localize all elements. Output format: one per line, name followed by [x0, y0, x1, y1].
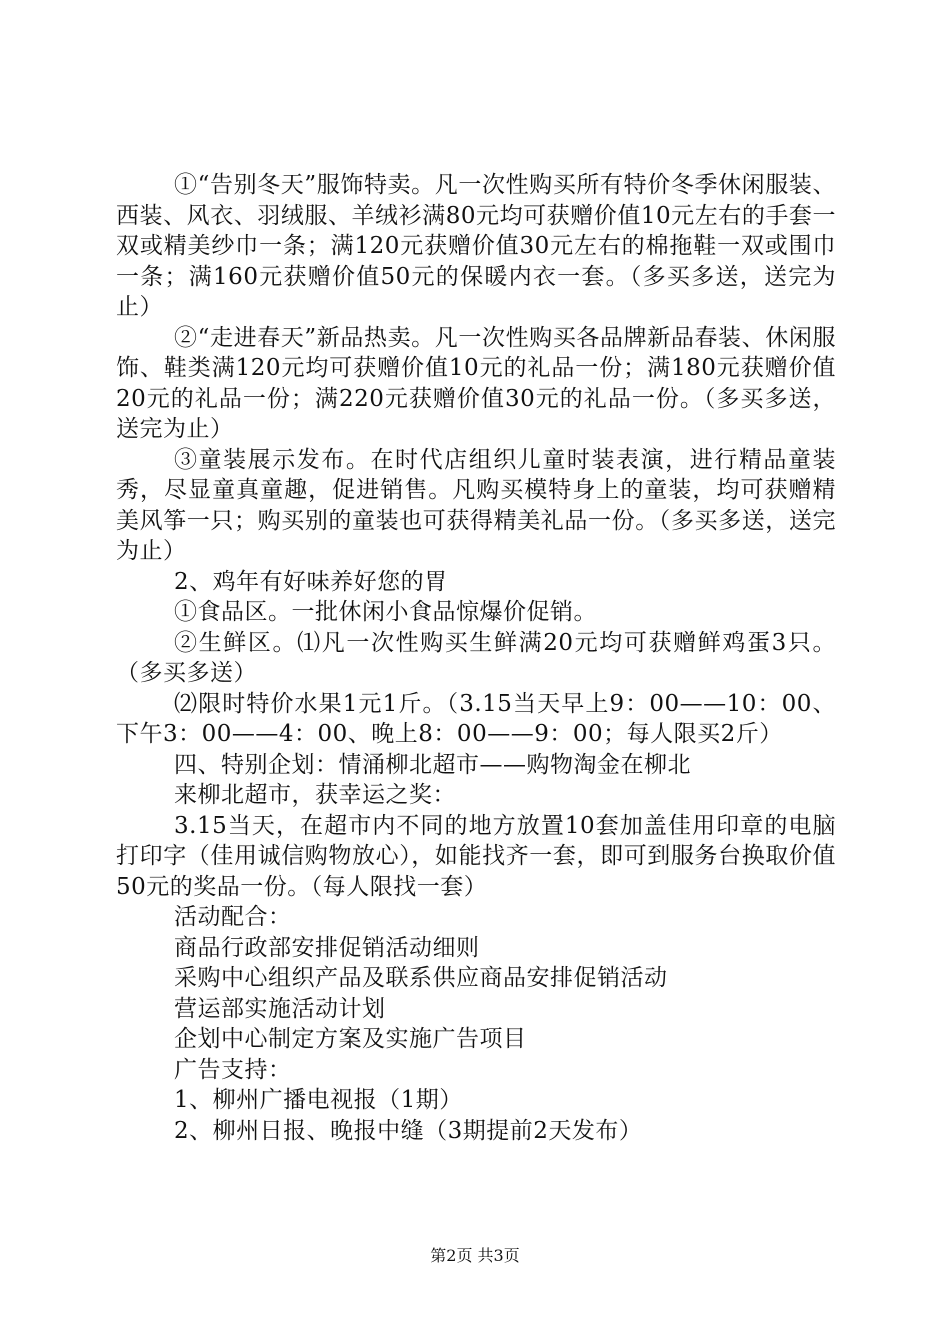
section-heading-special-plan: 四、特别企划：情涌柳北超市——购物淘金在柳北 [174, 751, 691, 778]
section-heading-coordination: 活动配合： [174, 904, 292, 930]
paragraph-fruit-special: ⑵限时特价水果1元1斤。（3.15当天早上9：00——10：00、下午3：00——4：00、晚上8：00——9：00；每人限买2斤） [116, 690, 836, 747]
section-heading-ad-support: 广告支持： [174, 1056, 292, 1083]
page-footer: 第2页 共3页 [430, 1246, 520, 1265]
list-item-tv-guide: 1、柳州广播电视报（1期） [174, 1087, 463, 1113]
paragraph-spring-sale: ②“走进春天”新品热卖。凡一次性购买各品牌新品春装、休闲服饰、鞋类满120元均可获赠价值10元的礼品一份；满180元获赠价值20元的礼品一份；满220元获赠价值30元的礼品一份。（多买多送，送完为止） [116, 324, 836, 442]
list-item-planning: 企划中心制定方案及实施广告项目 [174, 1026, 527, 1052]
paragraph-fresh-area: ②生鲜区。⑴凡一次性购买生鲜满20元均可获赠鲜鸡蛋3只。（多买多送） [116, 629, 836, 686]
paragraph-winter-sale: ①“告别冬天”服饰特卖。凡一次性购买所有特价冬季休闲服装、西装、风衣、羽绒服、羊绒衫满80元均可获赠价值10元左右的手套一双或精美纱巾一条；满120元获赠价值30元左右的棉拖鞋一双或围巾一条；满160元获赠价值50元的保暖内衣一套。（多买多送，送完为止） [116, 172, 836, 320]
document-body [116, 170, 836, 1146]
paragraph-lucky-prize: 来柳北超市，获幸运之奖： [174, 782, 456, 808]
paragraph-kids-show: ③童装展示发布。在时代店组织儿童时装表演，进行精品童装秀，尽显童真童趣，促进销售。凡购买模特身上的童装，均可获赠精美风筝一只；购买别的童装也可获得精美礼品一份。（多买多送，送完为止） [116, 446, 836, 564]
section-heading-food: 2、鸡年有好味养好您的胃 [174, 568, 448, 595]
list-item-merch-dept: 商品行政部安排促销活动细则 [174, 934, 480, 961]
paragraph-snack-area: ①食品区。一批休闲小食品惊爆价促销。 [174, 599, 597, 625]
paragraph-treasure-hunt: 3.15当天，在超市内不同的地方放置10套加盖佳用印章的电脑打印字（佳用诚信购物放心），如能找齐一套，即可到服务台换取价值50元的奖品一份。（每人限找一套） [116, 812, 836, 900]
list-item-daily-paper: 2、柳州日报、晚报中缝（3期提前2天发布） [174, 1117, 643, 1144]
list-item-purchasing: 采购中心组织产品及联系供应商品安排促销活动 [174, 965, 668, 991]
list-item-operations: 营运部实施活动计划 [174, 995, 386, 1022]
